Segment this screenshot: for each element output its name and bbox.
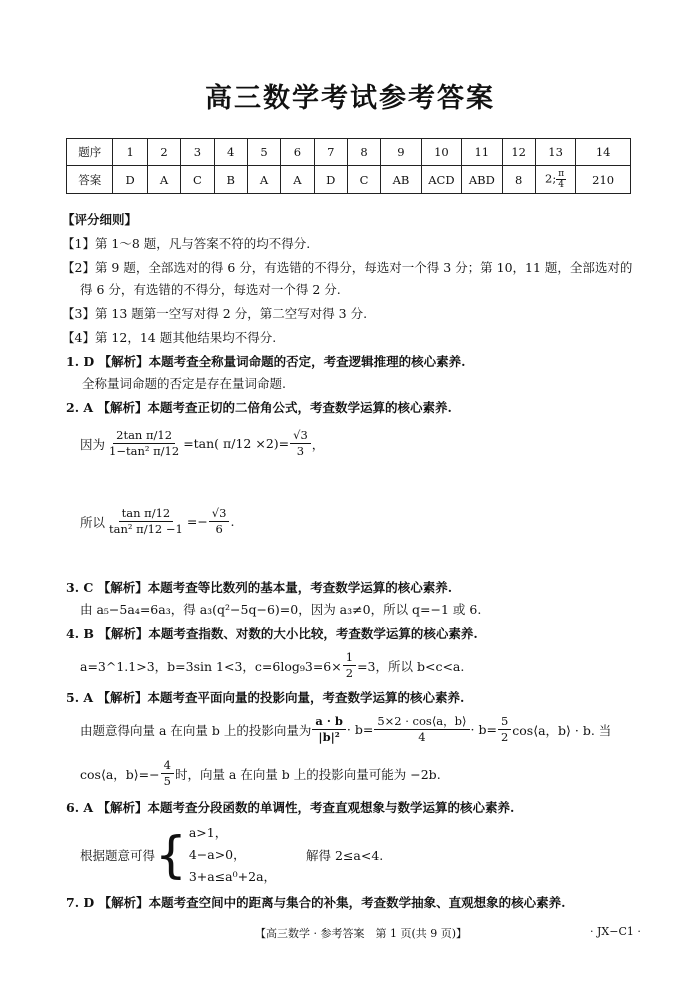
answer-cell: A — [247, 166, 280, 194]
q5-projection-fraction — [312, 714, 346, 745]
q5-l1c: · b= — [470, 722, 497, 737]
q2-result-2-num: √3 — [209, 506, 230, 522]
q2-result-1 — [290, 428, 311, 459]
question-number: 3 — [181, 139, 214, 166]
answer-row — [67, 166, 631, 194]
q4-body — [80, 650, 464, 681]
question-row — [67, 139, 631, 166]
question-number: 6 — [281, 139, 314, 166]
rule-1: 【1】第 1～8 题，凡与答案不符的均不得分. — [62, 236, 311, 251]
q5-k-den: 2 — [500, 730, 509, 744]
question-number: 4 — [214, 139, 247, 166]
rules-heading: 【评分细则】 — [62, 212, 138, 227]
rule-3: 【3】第 13 题第一空写对得 2 分，第二空写对得 3 分. — [62, 306, 368, 321]
q4-half — [343, 650, 356, 681]
answer-cell: D — [113, 166, 147, 194]
answer-cell: AB — [381, 166, 421, 194]
answer-table — [66, 138, 631, 194]
q2-equation-1 — [80, 428, 324, 459]
q2-fraction-2-num: tan π/12 — [119, 506, 174, 522]
question-number: 1 — [113, 139, 147, 166]
q2-result-2-den: 6 — [215, 522, 223, 536]
q2-eq1: =tan( π/12 ×2)= — [183, 436, 290, 451]
rule-2-line-1: 【2】第 9 题，全部选对的得 6 分，有选错的不得分，每选对一个得 3 分；第 10，11 题，全部选对的 — [62, 260, 633, 275]
q6-case-3: 3+a≤a⁰+2a， — [188, 869, 277, 884]
q13-numerator: π — [558, 169, 565, 179]
answer-cell: D — [314, 166, 347, 194]
q5-m-den: 5 — [163, 774, 171, 788]
q2-fraction-2-den: tan² π/12 −1 — [109, 522, 183, 536]
q3-body: 由 a₅−5a₄=6a₃，得 a₃(q²−5q−6)=0，因为 a₃≠0，所以 q=−1 或 6. — [80, 602, 482, 617]
question-number: 10 — [421, 139, 461, 166]
q7-heading: 7. D 【解析】本题考查空间中的距离与集合的补集，考查数学抽象、直观想象的核心素养. — [66, 895, 566, 910]
q4-half-den: 2 — [345, 666, 354, 680]
rule-2-line-2: 得 6 分，有选错的不得分，每选对一个得 2 分. — [80, 282, 341, 297]
q4-body-a: a=3^1.1>3，b=3sin 1<3，c=6log₉3=6× — [80, 658, 342, 674]
q5-line-2 — [80, 758, 441, 789]
q6-heading: 6. A 【解析】本题考查分段函数的单调性，考查直观想象与数学运算的核心素养. — [66, 800, 515, 815]
left-brace-icon: { — [155, 826, 187, 884]
q5-l1a: 由题意得向量 a 在向量 b 上的投影向量为 — [80, 722, 312, 738]
q5-l1b: · b= — [346, 722, 374, 737]
question-number: 5 — [247, 139, 280, 166]
answer-cell-13 — [535, 166, 575, 194]
q2-comma: ， — [311, 436, 325, 452]
q5-l1d: cos⟨a，b⟩ · b. 当 — [512, 722, 612, 738]
q6-case-1: a>1， — [188, 825, 228, 840]
question-number: 14 — [576, 139, 631, 166]
q2-equation-2 — [80, 506, 234, 537]
footer-page-info: 【高三数学 · 参考答案 第 1 页(共 9 页)】 — [255, 927, 468, 940]
question-number: 9 — [381, 139, 421, 166]
q5-p-den: |b|² — [318, 730, 340, 744]
question-number: 7 — [314, 139, 347, 166]
q5-m-fraction — [161, 758, 174, 789]
q1-body: 全称量词命题的否定是存在量词命题. — [82, 376, 286, 391]
q2-because: 因为 — [80, 436, 106, 452]
question-number: 11 — [462, 139, 502, 166]
question-header: 题序 — [67, 139, 113, 166]
q5-c-den: 4 — [418, 730, 426, 744]
answer-header: 答案 — [67, 166, 113, 194]
q5-l2a: cos⟨a，b⟩=− — [80, 766, 160, 782]
q2-fraction-1-num: 2tan π/12 — [113, 428, 175, 444]
q2-period: . — [230, 514, 235, 529]
q2-result-1-den: 3 — [296, 444, 305, 458]
q2-eq2: =− — [186, 514, 208, 529]
q5-p-num: a · b — [312, 714, 346, 730]
q5-k-num: 5 — [498, 714, 511, 730]
q13-denominator: 4 — [558, 180, 565, 190]
q6-lead: 根据题意可得 — [80, 848, 156, 863]
q2-fraction-2 — [106, 506, 186, 537]
answer-cell: A — [147, 166, 180, 194]
answer-cell: C — [181, 166, 214, 194]
answer-cell: C — [347, 166, 380, 194]
q4-body-b: =3，所以 b<c<a. — [357, 658, 465, 674]
question-number: 8 — [347, 139, 380, 166]
answer-cell: 210 — [576, 166, 631, 194]
footer-code: · JX−C1 · — [590, 925, 641, 938]
q5-m-num: 4 — [161, 758, 174, 774]
page-title: 高三数学考试参考答案 — [205, 83, 495, 114]
q5-k-fraction — [498, 714, 511, 745]
q3-heading: 3. C 【解析】本题考查等比数列的基本量，考查数学运算的核心素养. — [66, 580, 453, 595]
q5-c-num: 5×2 · cos⟨a，b⟩ — [374, 714, 469, 730]
q13-fraction — [556, 169, 566, 190]
q5-line-1 — [80, 714, 611, 745]
q13-prefix: 2; — [545, 171, 557, 186]
q5-l2b: 时，向量 a 在向量 b 上的投影向量可能为 −2b. — [174, 766, 441, 782]
question-number: 2 — [147, 139, 180, 166]
q2-heading: 2. A 【解析】本题考查正切的二倍角公式，考查数学运算的核心素养. — [66, 400, 452, 415]
question-number: 12 — [502, 139, 535, 166]
answer-cell: B — [214, 166, 247, 194]
answer-cell: ABD — [462, 166, 502, 194]
q2-so: 所以 — [80, 514, 106, 530]
rule-4: 【4】第 12，14 题其他结果均不得分. — [62, 330, 277, 345]
q2-result-1-num: √3 — [290, 428, 311, 444]
q2-result-2 — [209, 506, 230, 537]
answer-cell: ACD — [421, 166, 461, 194]
q6-cases — [189, 822, 276, 888]
question-number: 13 — [535, 139, 575, 166]
answer-cell: A — [281, 166, 314, 194]
q5-heading: 5. A 【解析】本题考查平面向量的投影向量，考查数学运算的核心素养. — [66, 690, 465, 705]
q5-cos-fraction — [374, 714, 469, 745]
q2-fraction-1-den: 1−tan² π/12 — [109, 444, 180, 458]
q2-fraction-1 — [106, 428, 182, 459]
q4-half-num: 1 — [343, 650, 356, 666]
q6-solve: 解得 2≤a<4. — [306, 848, 384, 863]
q6-case-2: 4−a>0， — [188, 847, 246, 862]
q1-heading: 1. D 【解析】本题考查全称量词命题的否定，考查逻辑推理的核心素养. — [66, 354, 466, 369]
answer-cell: 8 — [502, 166, 535, 194]
q6-system — [80, 822, 383, 888]
q4-heading: 4. B 【解析】本题考查指数、对数的大小比较，考查数学运算的核心素养. — [66, 626, 478, 641]
